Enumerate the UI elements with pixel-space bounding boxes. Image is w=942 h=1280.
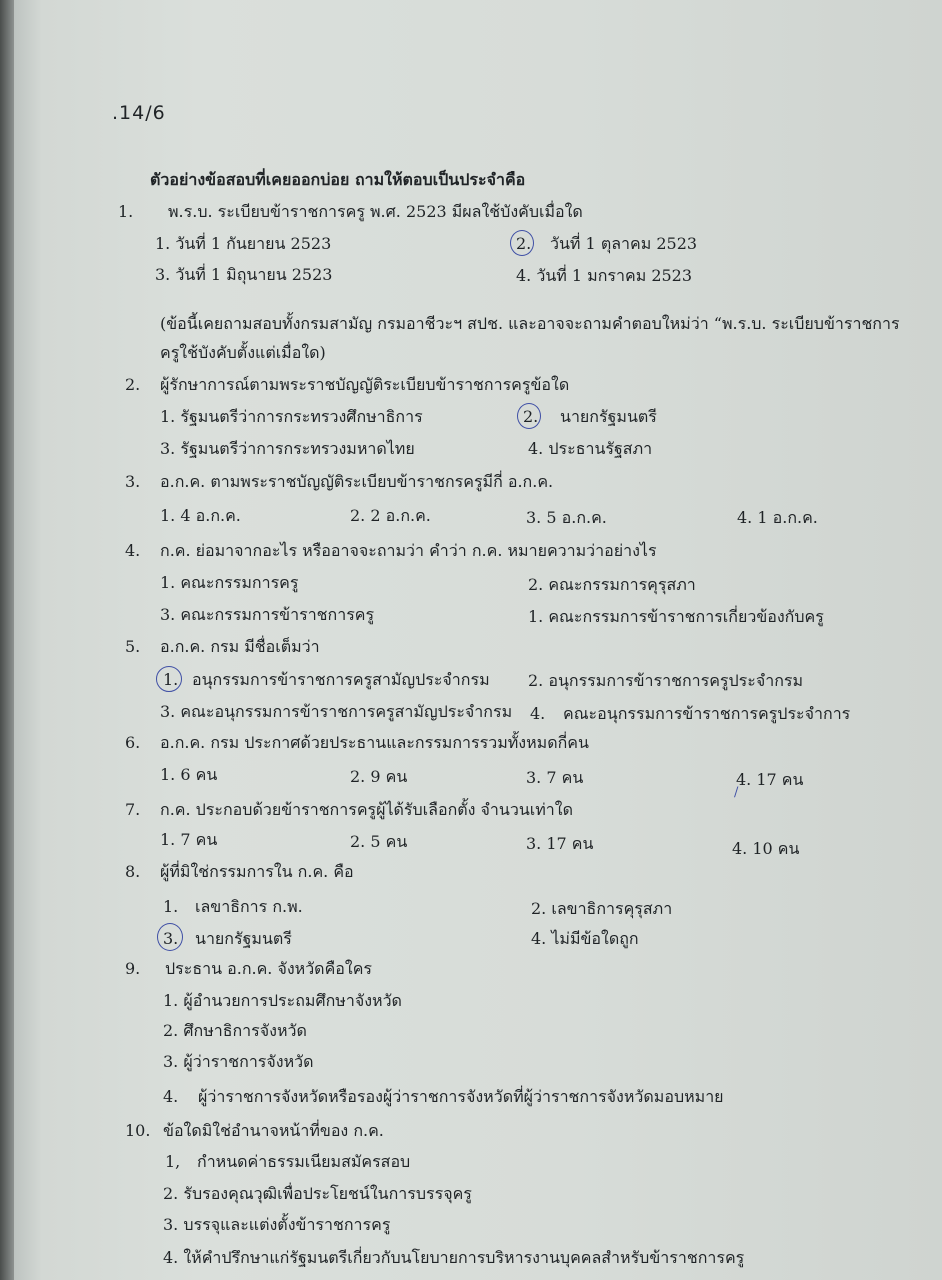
q4-choice-1: 1. คณะกรรมการครู [160,573,299,592]
note-line-2: ครูใช้บังคับตั้งแต่เมื่อใด) [160,343,326,362]
q4-number: 4. [125,541,141,560]
q2-choice-2: นายกรัฐมนตรี [560,407,657,426]
q10-choice-2: 2. รับรองคุณวุฒิเพื่อประโยชน์ในการบรรจุครู [163,1184,472,1203]
q1-choice-4: 4. วันที่ 1 มกราคม 2523 [516,266,693,285]
q10-choice-1-number: 1, [165,1152,181,1171]
q2-number: 2. [125,375,141,394]
q8-question: ผู้ที่มิใช่กรรมการใน ก.ค. คือ [160,862,354,881]
q10-choice-1: กำหนดค่าธรรมเนียมสมัครสอบ [197,1152,411,1171]
q4-choice-4: 1. คณะกรรมการข้าราชการเกี่ยวข้องกับครู [528,607,824,626]
q2-choice-4: 4. ประธานรัฐสภา [528,439,653,458]
q2-choice-1: 1. รัฐมนตรีว่าการกระทรวงศึกษาธิการ [160,407,423,426]
q6-choice-1: 1. 6 คน [160,765,218,784]
q6-choice-3: 3. 7 คน [526,768,584,787]
section-heading: ตัวอย่างข้อสอบที่เคยออกบ่อย ถามให้ตอบเป็นประจำคือ [150,170,526,189]
q5-choice-4-number: 4. [530,704,546,723]
note-line-1: (ข้อนี้เคยถามสอบทั้งกรมสามัญ กรมอาชีวะฯ สปช. และอาจจะถามคำตอบใหม่ว่า “พ.ร.บ. ระเบียบข้าราชการ [160,314,900,333]
q5-choice-1-number: 1. [163,670,179,689]
q1-choice-2: วันที่ 1 ตุลาคม 2523 [550,234,698,253]
q8-choice-3-number: 3. [163,929,179,948]
pen-tick-mark: / [734,785,739,800]
q3-choice-2: 2. 2 อ.ก.ค. [350,506,431,525]
q5-question: อ.ก.ค. กรม มีชื่อเต็มว่า [160,637,320,656]
q1-number: 1. [118,202,134,221]
q1-choice-3: 3. วันที่ 1 มิถุนายน 2523 [155,265,333,284]
q2-question: ผู้รักษาการณ์ตามพระราชบัญญัติระเบียบข้าราชการครูข้อใด [160,375,570,394]
q10-choice-4: 4. ให้คำปรึกษาแก่รัฐมนตรีเกี่ยวกับนโยบายการบริหารงานบุคคลสำหรับข้าราชการครู [163,1248,745,1267]
q1-question: พ.ร.บ. ระเบียบข้าราชการครู พ.ศ. 2523 มีผลใช้บังคับเมื่อใด [168,202,583,221]
q6-choice-2: 2. 9 คน [350,767,408,786]
q4-choice-3: 3. คณะกรรมการข้าราชการครู [160,605,375,624]
q7-choice-2: 2. 5 คน [350,832,408,851]
q2-choice-2-number: 2. [523,407,539,426]
q3-choice-4: 4. 1 อ.ก.ค. [737,508,818,527]
q7-choice-1: 1. 7 คน [160,830,218,849]
q9-choice-2: 2. ศึกษาธิการจังหวัด [163,1021,307,1040]
q9-choice-1: 1. ผู้อำนวยการประถมศึกษาจังหวัด [163,991,402,1010]
q3-number: 3. [125,472,141,491]
q5-choice-2: 2. อนุกรรมการข้าราชการครูประจำกรม [528,671,804,690]
q8-choice-4: 4. ไม่มีข้อใดถูก [531,929,639,948]
page-binding-edge [0,0,14,1280]
page-number: .14/6 [112,102,166,124]
q5-choice-3: 3. คณะอนุกรรมการข้าราชการครูสามัญประจำกรม [160,702,513,721]
q9-choice-3: 3. ผู้ว่าราชการจังหวัด [163,1052,314,1071]
q8-choice-3: นายกรัฐมนตรี [195,929,292,948]
q9-choice-4-number: 4. [163,1087,179,1106]
answer-circle-q5 [156,666,182,692]
q5-number: 5. [125,637,141,656]
q9-number: 9. [125,959,141,978]
q6-number: 6. [125,733,141,752]
q10-number: 10. [125,1121,151,1140]
q10-question: ข้อใดมิใช่อำนาจหน้าที่ของ ก.ค. [163,1121,384,1140]
q3-choice-1: 1. 4 อ.ก.ค. [160,506,241,525]
q5-choice-1: อนุกรรมการข้าราชการครูสามัญประจำกรม [192,670,490,689]
q2-choice-3: 3. รัฐมนตรีว่าการกระทรวงมหาดไทย [160,439,415,458]
answer-circle-q2 [517,403,541,429]
q6-choice-4: 4. 17 คน [736,770,804,789]
q4-question: ก.ค. ย่อมาจากอะไร หรืออาจจะถามว่า คำว่า ก.ค. หมายความว่าอย่างไร [160,541,657,560]
q10-choice-3: 3. บรรจุและแต่งตั้งข้าราชการครู [163,1215,391,1234]
q1-choice-1: 1. วันที่ 1 กันยายน 2523 [155,234,332,253]
q1-choice-2-number: 2. [516,234,532,253]
q3-choice-3: 3. 5 อ.ก.ค. [526,508,607,527]
q8-number: 8. [125,862,141,881]
q5-choice-4: คณะอนุกรรมการข้าราชการครูประจำการ [563,704,851,723]
q7-question: ก.ค. ประกอบด้วยข้าราชการครูผู้ได้รับเลือกตั้ง จำนวนเท่าใด [160,800,573,819]
q6-question: อ.ก.ค. กรม ประกาศด้วยประธานและกรรมการรวมทั้งหมดกี่คน [160,733,589,752]
q7-number: 7. [125,800,141,819]
q4-choice-2: 2. คณะกรรมการคุรุสภา [528,575,696,594]
q7-choice-4: 4. 10 คน [732,839,800,858]
q7-choice-3: 3. 17 คน [526,834,594,853]
q9-question: ประธาน อ.ก.ค. จังหวัดคือใคร [165,959,372,978]
answer-circle-q1 [510,230,534,256]
q8-choice-1-number: 1. [163,897,179,916]
q8-choice-2: 2. เลขาธิการคุรุสภา [531,899,673,918]
answer-circle-q8 [157,923,183,951]
q9-choice-4: ผู้ว่าราชการจังหวัดหรือรองผู้ว่าราชการจังหวัดที่ผู้ว่าราชการจังหวัดมอบหมาย [198,1087,724,1106]
q8-choice-1: เลขาธิการ ก.พ. [195,897,303,916]
q3-question: อ.ก.ค. ตามพระราชบัญญัติระเบียบข้าราชกรครูมีกี่ อ.ก.ค. [160,472,554,491]
